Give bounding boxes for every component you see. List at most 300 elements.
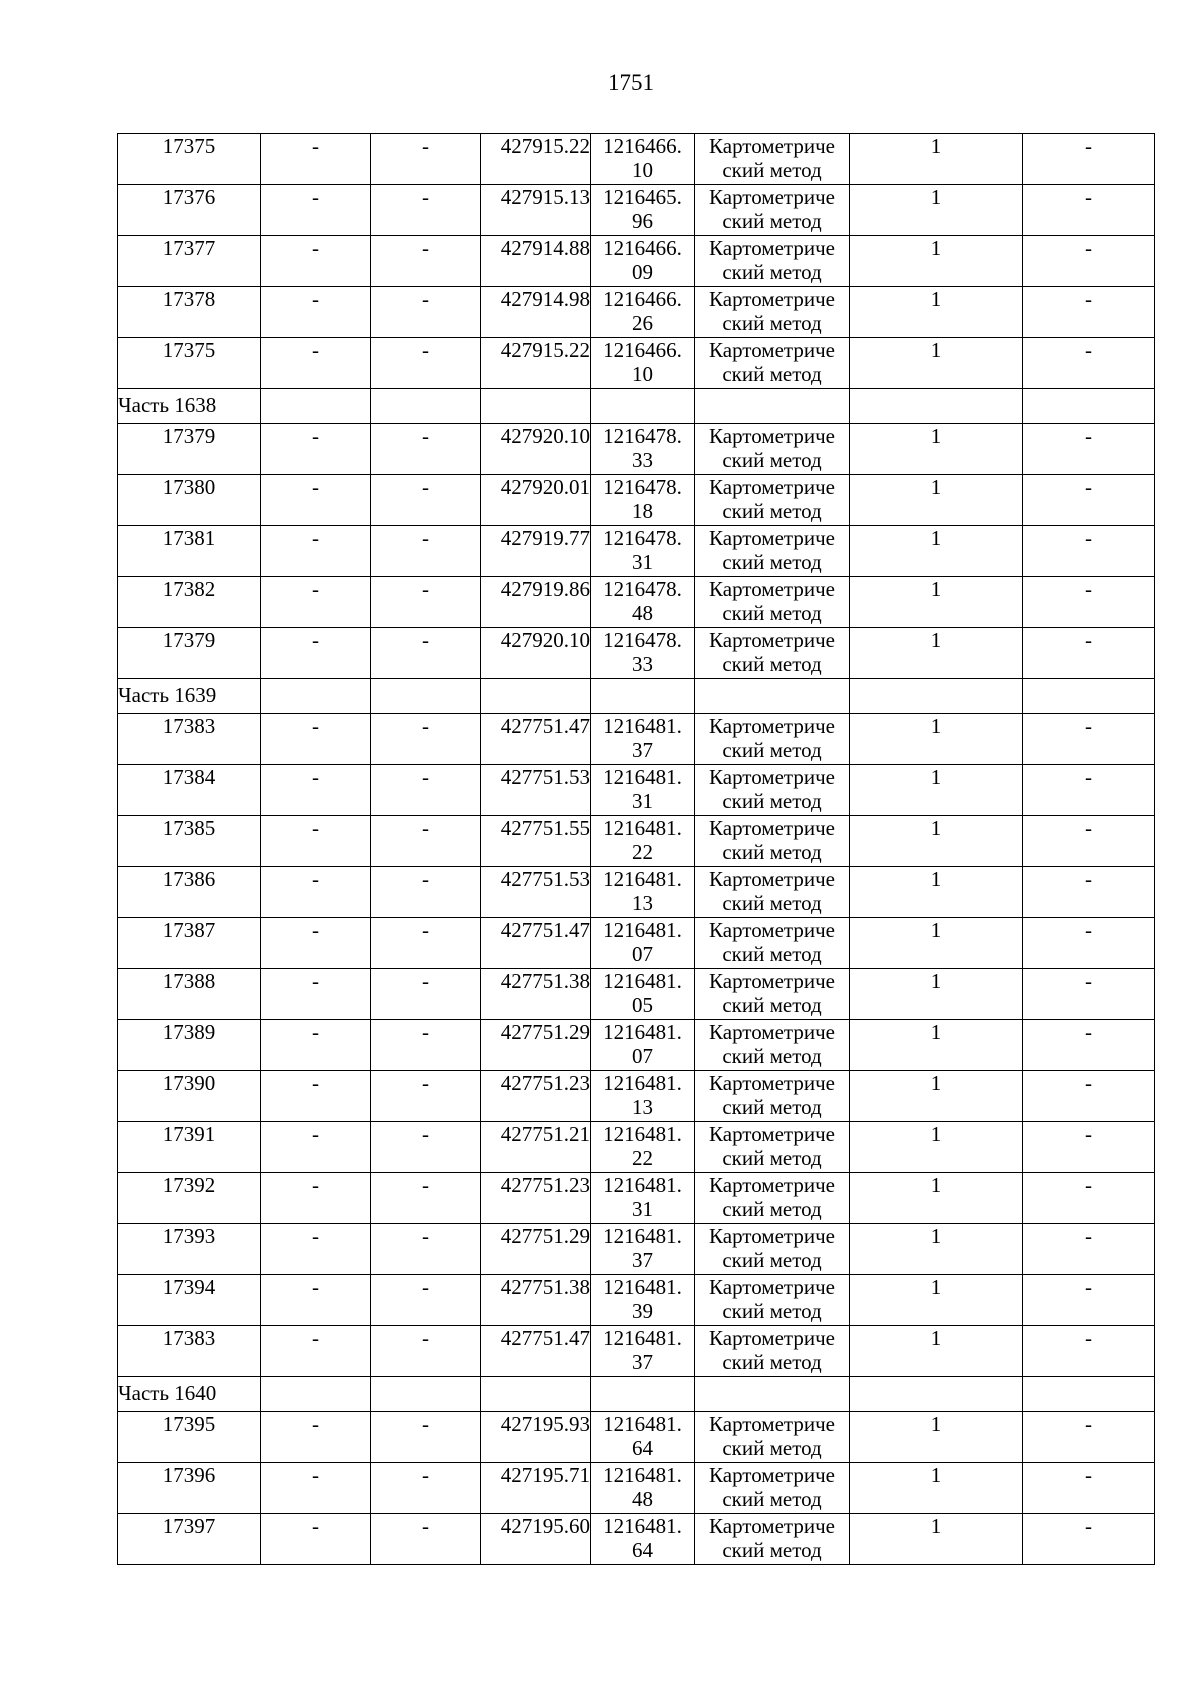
x-coordinate-cell: 427751.29 <box>481 1224 591 1275</box>
method-line1: Картометриче <box>709 867 835 891</box>
empty-cell <box>481 1377 591 1412</box>
dash-cell: - <box>371 969 481 1020</box>
y-coordinate-cell <box>591 1326 695 1377</box>
x-coordinate-cell: 427195.71 <box>481 1463 591 1514</box>
method-cell <box>695 475 850 526</box>
point-number-cell: 17393 <box>118 1224 261 1275</box>
table-row <box>118 816 1155 867</box>
dash-cell: - <box>1023 1173 1155 1224</box>
empty-cell <box>1023 1377 1155 1412</box>
y-coordinate-cell <box>591 338 695 389</box>
y-coordinate-part1: 1216465. <box>603 185 682 209</box>
y-coordinate-part2: 07 <box>632 942 653 966</box>
method-cell <box>695 969 850 1020</box>
accuracy-cell: 1 <box>850 1122 1023 1173</box>
point-number-cell: 17380 <box>118 475 261 526</box>
table-row <box>118 338 1155 389</box>
dash-cell: - <box>1023 475 1155 526</box>
method-line1: Картометриче <box>709 765 835 789</box>
part-label: Часть 1639 <box>118 679 261 714</box>
dash-cell: - <box>261 134 371 185</box>
y-coordinate-part2: 07 <box>632 1044 653 1068</box>
y-coordinate-part1: 1216481. <box>603 1275 682 1299</box>
method-line1: Картометриче <box>709 918 835 942</box>
table-row <box>118 1122 1155 1173</box>
method-line2: ский метод <box>722 1095 822 1119</box>
method-line1: Картометриче <box>709 577 835 601</box>
y-coordinate-part1: 1216478. <box>603 424 682 448</box>
dash-cell: - <box>261 338 371 389</box>
method-cell <box>695 134 850 185</box>
method-line2: ский метод <box>722 601 822 625</box>
y-coordinate-part2: 96 <box>632 209 653 233</box>
dash-cell: - <box>1023 134 1155 185</box>
dash-cell: - <box>261 816 371 867</box>
dash-cell: - <box>1023 424 1155 475</box>
y-coordinate-part1: 1216481. <box>603 1326 682 1350</box>
x-coordinate-cell: 427751.38 <box>481 1275 591 1326</box>
dash-cell: - <box>261 1173 371 1224</box>
point-number-cell: 17392 <box>118 1173 261 1224</box>
method-cell <box>695 1275 850 1326</box>
method-line2: ский метод <box>722 1436 822 1460</box>
x-coordinate-cell: 427751.21 <box>481 1122 591 1173</box>
dash-cell: - <box>261 714 371 765</box>
dash-cell: - <box>371 424 481 475</box>
dash-cell: - <box>261 1326 371 1377</box>
x-coordinate-cell: 427915.22 <box>481 134 591 185</box>
y-coordinate-part1: 1216481. <box>603 1020 682 1044</box>
y-coordinate-part2: 31 <box>632 1197 653 1221</box>
empty-cell <box>261 1377 371 1412</box>
y-coordinate-part2: 64 <box>632 1538 653 1562</box>
empty-cell <box>371 1377 481 1412</box>
dash-cell: - <box>261 185 371 236</box>
y-coordinate-part2: 37 <box>632 738 653 762</box>
dash-cell: - <box>261 1020 371 1071</box>
method-cell <box>695 1412 850 1463</box>
table-row <box>118 765 1155 816</box>
x-coordinate-cell: 427920.01 <box>481 475 591 526</box>
accuracy-cell: 1 <box>850 765 1023 816</box>
method-line2: ский метод <box>722 1248 822 1272</box>
y-coordinate-cell <box>591 1514 695 1565</box>
method-line1: Картометриче <box>709 424 835 448</box>
y-coordinate-part1: 1216481. <box>603 918 682 942</box>
method-cell <box>695 338 850 389</box>
point-number-cell: 17377 <box>118 236 261 287</box>
method-line2: ский метод <box>722 738 822 762</box>
dash-cell: - <box>371 1224 481 1275</box>
y-coordinate-part1: 1216478. <box>603 526 682 550</box>
method-cell <box>695 714 850 765</box>
dash-cell: - <box>1023 714 1155 765</box>
y-coordinate-part1: 1216481. <box>603 969 682 993</box>
dash-cell: - <box>1023 577 1155 628</box>
dash-cell: - <box>261 526 371 577</box>
accuracy-cell: 1 <box>850 185 1023 236</box>
table-row <box>118 714 1155 765</box>
x-coordinate-cell: 427195.93 <box>481 1412 591 1463</box>
dash-cell: - <box>371 1020 481 1071</box>
y-coordinate-part2: 37 <box>632 1248 653 1272</box>
dash-cell: - <box>371 236 481 287</box>
method-cell <box>695 1224 850 1275</box>
method-line2: ский метод <box>722 1146 822 1170</box>
accuracy-cell: 1 <box>850 1020 1023 1071</box>
y-coordinate-part2: 26 <box>632 311 653 335</box>
method-cell <box>695 1326 850 1377</box>
y-coordinate-part2: 05 <box>632 993 653 1017</box>
table-row <box>118 628 1155 679</box>
y-coordinate-part1: 1216481. <box>603 867 682 891</box>
page-number: 1751 <box>608 70 654 95</box>
method-line2: ский метод <box>722 550 822 574</box>
y-coordinate-part2: 22 <box>632 840 653 864</box>
accuracy-cell: 1 <box>850 475 1023 526</box>
y-coordinate-part2: 48 <box>632 601 653 625</box>
dash-cell: - <box>371 577 481 628</box>
y-coordinate-part2: 48 <box>632 1487 653 1511</box>
x-coordinate-cell: 427751.53 <box>481 765 591 816</box>
y-coordinate-part1: 1216478. <box>603 577 682 601</box>
method-line1: Картометриче <box>709 816 835 840</box>
y-coordinate-part1: 1216466. <box>603 134 682 158</box>
empty-cell <box>695 679 850 714</box>
y-coordinate-part2: 10 <box>632 362 653 386</box>
method-cell <box>695 287 850 338</box>
empty-cell <box>850 389 1023 424</box>
y-coordinate-part2: 64 <box>632 1436 653 1460</box>
y-coordinate-cell <box>591 475 695 526</box>
accuracy-cell: 1 <box>850 1173 1023 1224</box>
y-coordinate-cell <box>591 918 695 969</box>
method-cell <box>695 816 850 867</box>
point-number-cell: 17394 <box>118 1275 261 1326</box>
y-coordinate-cell <box>591 1463 695 1514</box>
x-coordinate-cell: 427915.13 <box>481 185 591 236</box>
method-line2: ский метод <box>722 789 822 813</box>
method-cell <box>695 526 850 577</box>
y-coordinate-cell <box>591 287 695 338</box>
table-row <box>118 134 1155 185</box>
method-line1: Картометриче <box>709 1412 835 1436</box>
table-row <box>118 1071 1155 1122</box>
method-line1: Картометриче <box>709 287 835 311</box>
y-coordinate-cell <box>591 714 695 765</box>
y-coordinate-cell <box>591 816 695 867</box>
method-line1: Картометриче <box>709 1275 835 1299</box>
dash-cell: - <box>371 628 481 679</box>
y-coordinate-cell <box>591 867 695 918</box>
y-coordinate-part2: 10 <box>632 158 653 182</box>
accuracy-cell: 1 <box>850 1275 1023 1326</box>
dash-cell: - <box>1023 918 1155 969</box>
dash-cell: - <box>1023 1514 1155 1565</box>
y-coordinate-cell <box>591 1020 695 1071</box>
dash-cell: - <box>261 1412 371 1463</box>
table-row <box>118 918 1155 969</box>
coordinates-table <box>117 133 1155 1565</box>
accuracy-cell: 1 <box>850 867 1023 918</box>
y-coordinate-part1: 1216481. <box>603 816 682 840</box>
method-line1: Картометриче <box>709 1122 835 1146</box>
accuracy-cell: 1 <box>850 1071 1023 1122</box>
method-cell <box>695 765 850 816</box>
table-row <box>118 1326 1155 1377</box>
y-coordinate-cell <box>591 1224 695 1275</box>
empty-cell <box>591 1377 695 1412</box>
dash-cell: - <box>1023 867 1155 918</box>
y-coordinate-part2: 22 <box>632 1146 653 1170</box>
empty-cell <box>481 389 591 424</box>
method-line1: Картометриче <box>709 1463 835 1487</box>
method-cell <box>695 1463 850 1514</box>
x-coordinate-cell: 427751.29 <box>481 1020 591 1071</box>
dash-cell: - <box>261 475 371 526</box>
dash-cell: - <box>371 1275 481 1326</box>
empty-cell <box>1023 679 1155 714</box>
point-number-cell: 17379 <box>118 628 261 679</box>
method-line2: ский метод <box>722 311 822 335</box>
dash-cell: - <box>1023 1020 1155 1071</box>
dash-cell: - <box>371 185 481 236</box>
method-line1: Картометриче <box>709 969 835 993</box>
method-cell <box>695 1020 850 1071</box>
accuracy-cell: 1 <box>850 526 1023 577</box>
dash-cell: - <box>1023 628 1155 679</box>
part-label: Часть 1640 <box>118 1377 261 1412</box>
dash-cell: - <box>1023 1224 1155 1275</box>
accuracy-cell: 1 <box>850 714 1023 765</box>
dash-cell: - <box>371 526 481 577</box>
dash-cell: - <box>371 338 481 389</box>
table-row <box>118 424 1155 475</box>
part-header-row <box>118 389 1155 424</box>
accuracy-cell: 1 <box>850 816 1023 867</box>
dash-cell: - <box>261 628 371 679</box>
table-row <box>118 1275 1155 1326</box>
method-line2: ский метод <box>722 942 822 966</box>
part-header-row <box>118 679 1155 714</box>
empty-cell <box>695 1377 850 1412</box>
dash-cell: - <box>261 577 371 628</box>
accuracy-cell: 1 <box>850 577 1023 628</box>
table-row <box>118 287 1155 338</box>
dash-cell: - <box>371 287 481 338</box>
method-line2: ский метод <box>722 209 822 233</box>
point-number-cell: 17387 <box>118 918 261 969</box>
dash-cell: - <box>261 969 371 1020</box>
y-coordinate-cell <box>591 765 695 816</box>
dash-cell: - <box>1023 1275 1155 1326</box>
method-cell <box>695 1514 850 1565</box>
x-coordinate-cell: 427919.77 <box>481 526 591 577</box>
dash-cell: - <box>261 1122 371 1173</box>
dash-cell: - <box>1023 287 1155 338</box>
point-number-cell: 17391 <box>118 1122 261 1173</box>
table-body <box>118 134 1155 1565</box>
y-coordinate-part1: 1216466. <box>603 236 682 260</box>
x-coordinate-cell: 427751.53 <box>481 867 591 918</box>
point-number-cell: 17389 <box>118 1020 261 1071</box>
x-coordinate-cell: 427919.86 <box>481 577 591 628</box>
method-line1: Картометриче <box>709 628 835 652</box>
method-line2: ский метод <box>722 1197 822 1221</box>
dash-cell: - <box>371 1173 481 1224</box>
y-coordinate-part1: 1216481. <box>603 1224 682 1248</box>
method-line2: ский метод <box>722 993 822 1017</box>
empty-cell <box>371 679 481 714</box>
accuracy-cell: 1 <box>850 1463 1023 1514</box>
y-coordinate-part2: 18 <box>632 499 653 523</box>
dash-cell: - <box>1023 338 1155 389</box>
empty-cell <box>695 389 850 424</box>
dash-cell: - <box>1023 1071 1155 1122</box>
method-cell <box>695 1173 850 1224</box>
dash-cell: - <box>1023 816 1155 867</box>
accuracy-cell: 1 <box>850 287 1023 338</box>
point-number-cell: 17384 <box>118 765 261 816</box>
dash-cell: - <box>261 1275 371 1326</box>
y-coordinate-cell <box>591 628 695 679</box>
dash-cell: - <box>371 816 481 867</box>
y-coordinate-part1: 1216481. <box>603 1514 682 1538</box>
y-coordinate-part1: 1216478. <box>603 628 682 652</box>
method-line2: ский метод <box>722 260 822 284</box>
dash-cell: - <box>371 765 481 816</box>
method-cell <box>695 867 850 918</box>
method-line2: ский метод <box>722 1487 822 1511</box>
dash-cell: - <box>261 1463 371 1514</box>
point-number-cell: 17383 <box>118 1326 261 1377</box>
accuracy-cell: 1 <box>850 969 1023 1020</box>
accuracy-cell: 1 <box>850 918 1023 969</box>
point-number-cell: 17379 <box>118 424 261 475</box>
table-row <box>118 1412 1155 1463</box>
method-line1: Картометриче <box>709 1326 835 1350</box>
table-row <box>118 1514 1155 1565</box>
dash-cell: - <box>371 918 481 969</box>
y-coordinate-part2: 37 <box>632 1350 653 1374</box>
table-row <box>118 1463 1155 1514</box>
y-coordinate-part1: 1216481. <box>603 1463 682 1487</box>
dash-cell: - <box>371 1071 481 1122</box>
dash-cell: - <box>371 1412 481 1463</box>
method-line2: ский метод <box>722 448 822 472</box>
dash-cell: - <box>1023 1122 1155 1173</box>
y-coordinate-cell <box>591 577 695 628</box>
y-coordinate-part2: 39 <box>632 1299 653 1323</box>
dash-cell: - <box>371 134 481 185</box>
y-coordinate-part1: 1216481. <box>603 1122 682 1146</box>
y-coordinate-part1: 1216466. <box>603 287 682 311</box>
accuracy-cell: 1 <box>850 1514 1023 1565</box>
y-coordinate-part1: 1216481. <box>603 765 682 789</box>
method-cell <box>695 918 850 969</box>
point-number-cell: 17382 <box>118 577 261 628</box>
dash-cell: - <box>261 918 371 969</box>
x-coordinate-cell: 427751.23 <box>481 1173 591 1224</box>
method-line2: ский метод <box>722 1538 822 1562</box>
method-line1: Картометриче <box>709 134 835 158</box>
y-coordinate-cell <box>591 1173 695 1224</box>
y-coordinate-cell <box>591 526 695 577</box>
table-row <box>118 867 1155 918</box>
y-coordinate-cell <box>591 969 695 1020</box>
x-coordinate-cell: 427751.38 <box>481 969 591 1020</box>
method-line2: ский метод <box>722 1044 822 1068</box>
y-coordinate-cell <box>591 424 695 475</box>
y-coordinate-cell <box>591 236 695 287</box>
dash-cell: - <box>1023 526 1155 577</box>
method-line1: Картометриче <box>709 526 835 550</box>
method-cell <box>695 424 850 475</box>
dash-cell: - <box>371 1463 481 1514</box>
y-coordinate-cell <box>591 1275 695 1326</box>
point-number-cell: 17383 <box>118 714 261 765</box>
empty-cell <box>850 1377 1023 1412</box>
empty-cell <box>591 389 695 424</box>
y-coordinate-part2: 33 <box>632 448 653 472</box>
method-cell <box>695 577 850 628</box>
point-number-cell: 17381 <box>118 526 261 577</box>
y-coordinate-part1: 1216466. <box>603 338 682 362</box>
x-coordinate-cell: 427920.10 <box>481 424 591 475</box>
dash-cell: - <box>371 1326 481 1377</box>
point-number-cell: 17396 <box>118 1463 261 1514</box>
method-cell <box>695 185 850 236</box>
part-label: Часть 1638 <box>118 389 261 424</box>
y-coordinate-part1: 1216481. <box>603 714 682 738</box>
table-row <box>118 1224 1155 1275</box>
point-number-cell: 17395 <box>118 1412 261 1463</box>
x-coordinate-cell: 427751.55 <box>481 816 591 867</box>
point-number-cell: 17375 <box>118 338 261 389</box>
x-coordinate-cell: 427751.23 <box>481 1071 591 1122</box>
dash-cell: - <box>261 1071 371 1122</box>
y-coordinate-part2: 33 <box>632 652 653 676</box>
dash-cell: - <box>1023 1326 1155 1377</box>
dash-cell: - <box>261 765 371 816</box>
method-line1: Картометриче <box>709 714 835 738</box>
empty-cell <box>850 679 1023 714</box>
dash-cell: - <box>371 475 481 526</box>
x-coordinate-cell: 427914.88 <box>481 236 591 287</box>
point-number-cell: 17390 <box>118 1071 261 1122</box>
method-line2: ский метод <box>722 891 822 915</box>
table-row <box>118 577 1155 628</box>
dash-cell: - <box>371 1514 481 1565</box>
table-row <box>118 236 1155 287</box>
empty-cell <box>261 679 371 714</box>
point-number-cell: 17375 <box>118 134 261 185</box>
table-row <box>118 969 1155 1020</box>
empty-cell <box>261 389 371 424</box>
method-cell <box>695 1122 850 1173</box>
method-line1: Картометриче <box>709 236 835 260</box>
dash-cell: - <box>1023 1412 1155 1463</box>
y-coordinate-cell <box>591 185 695 236</box>
y-coordinate-part2: 13 <box>632 1095 653 1119</box>
point-number-cell: 17388 <box>118 969 261 1020</box>
method-line1: Картометриче <box>709 475 835 499</box>
method-line2: ский метод <box>722 158 822 182</box>
dash-cell: - <box>1023 236 1155 287</box>
y-coordinate-part2: 31 <box>632 550 653 574</box>
empty-cell <box>481 679 591 714</box>
point-number-cell: 17376 <box>118 185 261 236</box>
